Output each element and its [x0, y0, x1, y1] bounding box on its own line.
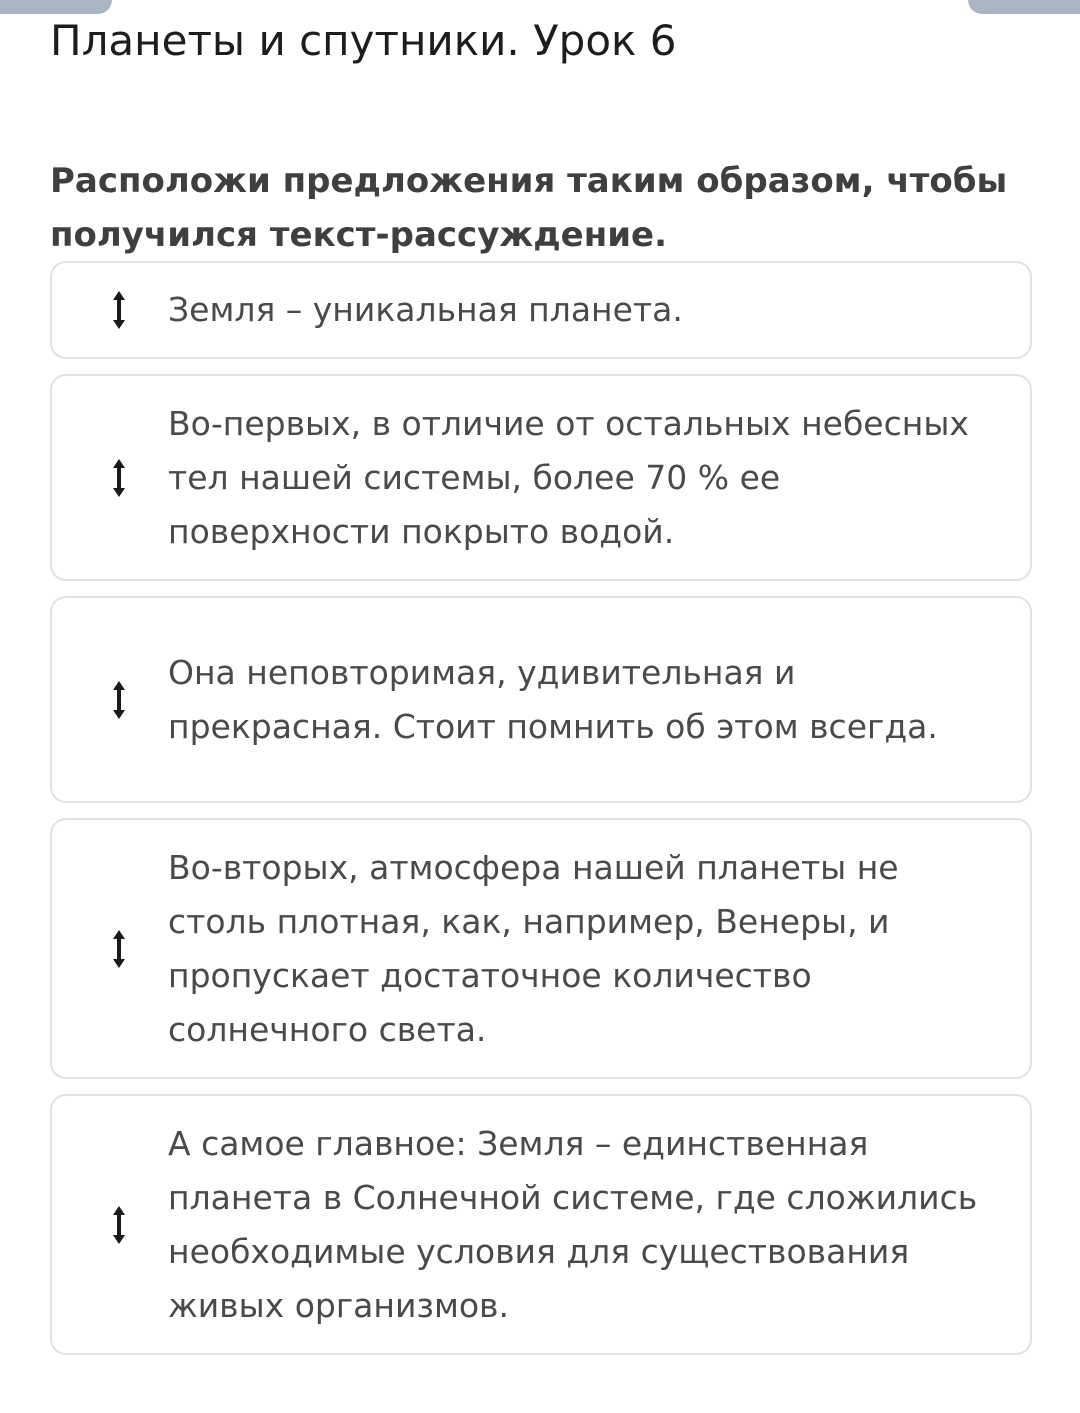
- drag-handle-icon[interactable]: [110, 456, 128, 500]
- sentence-text: А самое главное: Земля – единственная планета в Солнечной системе, где сложились необходимые условия для существования живых организмов.: [168, 1123, 978, 1325]
- top-right-tab[interactable]: [968, 0, 1080, 14]
- sentence-list: [50, 261, 1032, 1370]
- drag-handle-icon[interactable]: [110, 927, 128, 971]
- sentence-text: Земля – уникальная планета.: [168, 290, 683, 329]
- task-instruction: Расположи предложения таким образом, чтобы получился текст-рассуждение.: [50, 161, 1008, 255]
- sentence-text: Во-первых, в отличие от остальных небесных тел нашей системы, более 70 % ее поверхности покрыто водой.: [168, 403, 969, 551]
- sentence-text: Она неповторимая, удивительная и прекрасная. Стоит помнить об этом всегда.: [168, 652, 938, 746]
- drag-handle-icon[interactable]: [110, 288, 128, 332]
- top-left-tab[interactable]: [0, 0, 112, 14]
- sentence-card[interactable]: [50, 261, 1032, 359]
- lesson-title: Планеты и спутники. Урок 6: [50, 16, 677, 65]
- drag-handle-icon[interactable]: [110, 678, 128, 722]
- sentence-text: Во-вторых, атмосфера нашей планеты не столь плотная, как, например, Венеры, и пропускает достаточное количество солнечного света.: [168, 847, 899, 1049]
- drag-handle-icon[interactable]: [110, 1203, 128, 1247]
- sentence-card[interactable]: [50, 596, 1032, 803]
- sentence-card[interactable]: [50, 1094, 1032, 1355]
- sentence-card[interactable]: [50, 818, 1032, 1079]
- sentence-card[interactable]: [50, 374, 1032, 581]
